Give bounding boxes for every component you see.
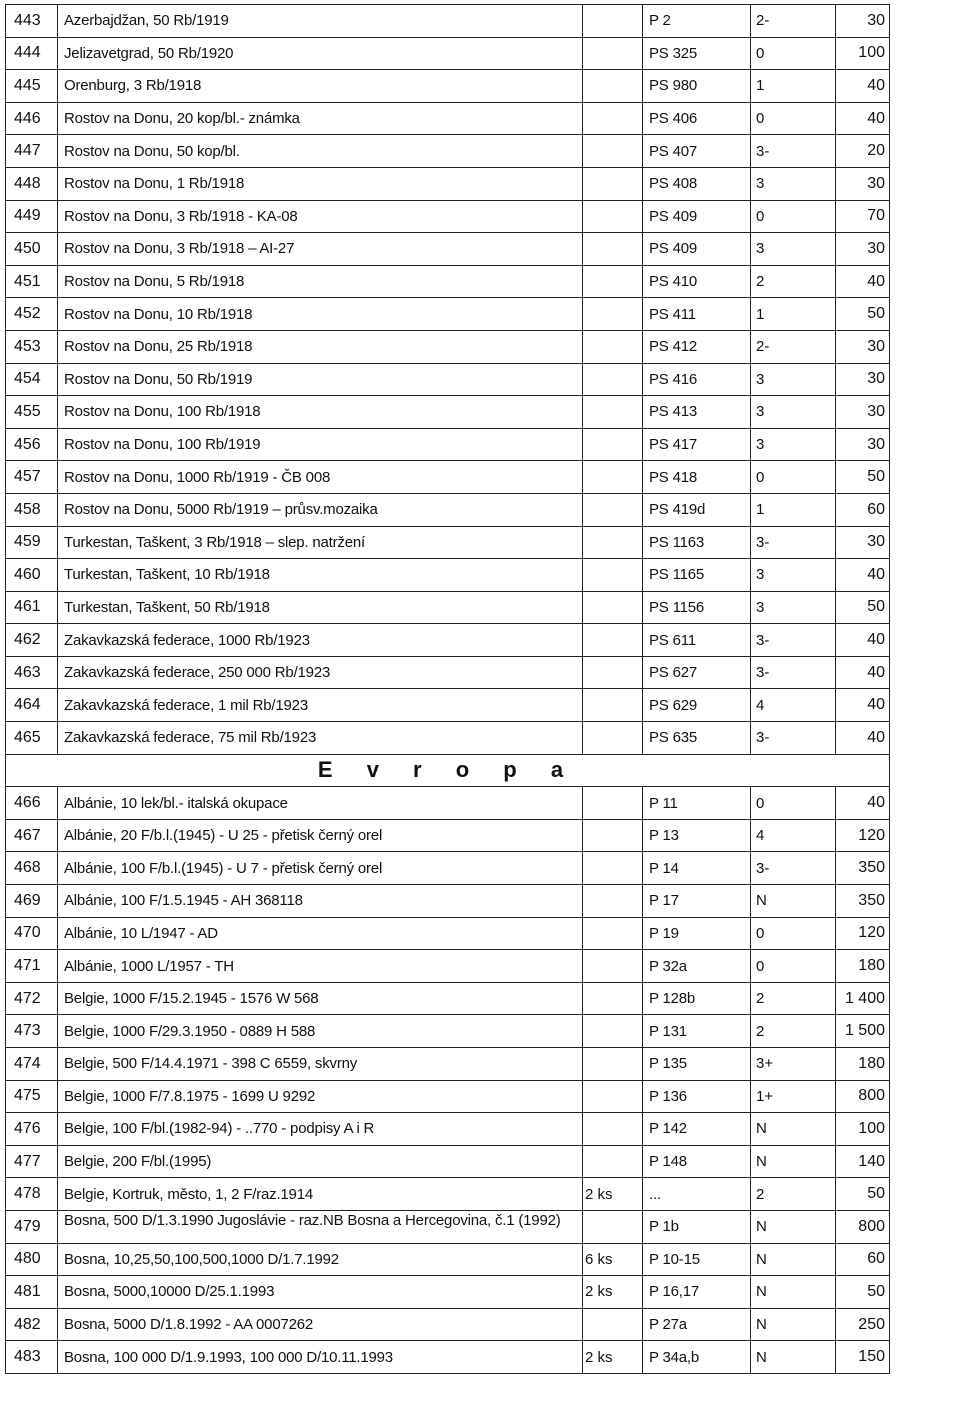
item-quantity bbox=[583, 591, 643, 624]
item-price: 30 bbox=[836, 428, 890, 461]
condition-grade: 3- bbox=[751, 656, 836, 689]
table-body-asia bbox=[6, 5, 890, 755]
item-quantity: 2 ks bbox=[583, 1276, 643, 1309]
item-price: 40 bbox=[836, 722, 890, 755]
item-description: Zakavkazská federace, 1000 Rb/1923 bbox=[58, 624, 583, 657]
table-row bbox=[6, 1276, 890, 1309]
condition-grade: 1+ bbox=[751, 1080, 836, 1113]
item-description: Bosna, 5000,10000 D/25.1.1993 bbox=[58, 1276, 583, 1309]
catalog-number: ... bbox=[643, 1178, 751, 1211]
section-row-group bbox=[6, 754, 890, 787]
lot-number: 468 bbox=[6, 852, 58, 885]
catalog-number: PS 1163 bbox=[643, 526, 751, 559]
item-quantity bbox=[583, 493, 643, 526]
catalog-number: P 131 bbox=[643, 1015, 751, 1048]
catalog-number: PS 611 bbox=[643, 624, 751, 657]
condition-grade: 0 bbox=[751, 950, 836, 983]
item-description: Turkestan, Taškent, 3 Rb/1918 – slep. natržení bbox=[58, 526, 583, 559]
item-quantity bbox=[583, 363, 643, 396]
lot-number: 460 bbox=[6, 559, 58, 592]
table-row bbox=[6, 819, 890, 852]
table-row bbox=[6, 852, 890, 885]
item-description: Bosna, 10,25,50,100,500,1000 D/1.7.1992 bbox=[58, 1243, 583, 1276]
lot-number: 481 bbox=[6, 1276, 58, 1309]
table-row bbox=[6, 70, 890, 103]
item-quantity bbox=[583, 1145, 643, 1178]
item-price: 120 bbox=[836, 819, 890, 852]
table-row bbox=[6, 526, 890, 559]
item-price: 40 bbox=[836, 624, 890, 657]
catalog-number: P 10-15 bbox=[643, 1243, 751, 1276]
catalog-number: PS 635 bbox=[643, 722, 751, 755]
item-quantity bbox=[583, 200, 643, 233]
condition-grade: 0 bbox=[751, 787, 836, 820]
catalog-number: PS 419d bbox=[643, 493, 751, 526]
table-row bbox=[6, 1145, 890, 1178]
item-price: 40 bbox=[836, 787, 890, 820]
catalog-number: P 16,17 bbox=[643, 1276, 751, 1309]
lot-number: 443 bbox=[6, 5, 58, 38]
table-row bbox=[6, 493, 890, 526]
item-price: 50 bbox=[836, 1178, 890, 1211]
item-quantity bbox=[583, 950, 643, 983]
condition-grade: 2- bbox=[751, 330, 836, 363]
item-quantity bbox=[583, 428, 643, 461]
catalog-number: P 27a bbox=[643, 1308, 751, 1341]
table-row bbox=[6, 559, 890, 592]
catalog-number: PS 417 bbox=[643, 428, 751, 461]
table-row bbox=[6, 428, 890, 461]
lot-number: 477 bbox=[6, 1145, 58, 1178]
lot-number: 473 bbox=[6, 1015, 58, 1048]
item-description: Zakavkazská federace, 1 mil Rb/1923 bbox=[58, 689, 583, 722]
table-row bbox=[6, 1113, 890, 1146]
item-price: 30 bbox=[836, 526, 890, 559]
catalog-number: PS 406 bbox=[643, 102, 751, 135]
table-row bbox=[6, 200, 890, 233]
condition-grade: 3+ bbox=[751, 1048, 836, 1081]
item-description: Albánie, 100 F/b.l.(1945) - U 7 - přetisk černý orel bbox=[58, 852, 583, 885]
table-row bbox=[6, 461, 890, 494]
condition-grade: 0 bbox=[751, 461, 836, 494]
condition-grade: 0 bbox=[751, 37, 836, 70]
catalog-number: P 13 bbox=[643, 819, 751, 852]
table-row bbox=[6, 689, 890, 722]
item-price: 30 bbox=[836, 233, 890, 266]
lot-number: 446 bbox=[6, 102, 58, 135]
condition-grade: 4 bbox=[751, 819, 836, 852]
lot-number: 476 bbox=[6, 1113, 58, 1146]
item-description: Turkestan, Taškent, 10 Rb/1918 bbox=[58, 559, 583, 592]
item-description: Albánie, 10 L/1947 - AD bbox=[58, 917, 583, 950]
item-price: 30 bbox=[836, 363, 890, 396]
table-row bbox=[6, 330, 890, 363]
condition-grade: 2 bbox=[751, 1178, 836, 1211]
item-description: Rostov na Donu, 5000 Rb/1919 – průsv.mozaika bbox=[58, 493, 583, 526]
lot-number: 451 bbox=[6, 265, 58, 298]
table-row bbox=[6, 656, 890, 689]
condition-grade: 1 bbox=[751, 493, 836, 526]
item-description: Belgie, 1000 F/15.2.1945 - 1576 W 568 bbox=[58, 982, 583, 1015]
catalog-number: PS 412 bbox=[643, 330, 751, 363]
table-row bbox=[6, 982, 890, 1015]
item-quantity bbox=[583, 1048, 643, 1081]
item-quantity: 6 ks bbox=[583, 1243, 643, 1276]
catalog-number: PS 980 bbox=[643, 70, 751, 103]
lot-number: 465 bbox=[6, 722, 58, 755]
condition-grade: 3- bbox=[751, 852, 836, 885]
item-quantity bbox=[583, 1308, 643, 1341]
condition-grade: 2 bbox=[751, 265, 836, 298]
catalog-number: PS 627 bbox=[643, 656, 751, 689]
item-description bbox=[58, 1210, 583, 1243]
catalog-number: PS 410 bbox=[643, 265, 751, 298]
lot-number: 445 bbox=[6, 70, 58, 103]
table-row bbox=[6, 37, 890, 70]
condition-grade: 3 bbox=[751, 167, 836, 200]
item-description: Belgie, 100 F/bl.(1982-94) - ..770 - podpisy A i R bbox=[58, 1113, 583, 1146]
item-description: Rostov na Donu, 100 Rb/1919 bbox=[58, 428, 583, 461]
item-description: Rostov na Donu, 1 Rb/1918 bbox=[58, 167, 583, 200]
condition-grade: 3 bbox=[751, 428, 836, 461]
item-price: 40 bbox=[836, 102, 890, 135]
item-price: 40 bbox=[836, 265, 890, 298]
condition-grade: N bbox=[751, 1308, 836, 1341]
catalog-number: P 128b bbox=[643, 982, 751, 1015]
catalog-number: PS 629 bbox=[643, 689, 751, 722]
lot-number: 447 bbox=[6, 135, 58, 168]
table-row bbox=[6, 1048, 890, 1081]
catalog-number: PS 1156 bbox=[643, 591, 751, 624]
catalog-number: PS 418 bbox=[643, 461, 751, 494]
item-price: 70 bbox=[836, 200, 890, 233]
condition-grade: N bbox=[751, 1145, 836, 1178]
item-price: 30 bbox=[836, 167, 890, 200]
lot-number: 464 bbox=[6, 689, 58, 722]
lot-number: 483 bbox=[6, 1341, 58, 1374]
catalog-number: PS 409 bbox=[643, 233, 751, 266]
lot-number: 444 bbox=[6, 37, 58, 70]
item-price: 40 bbox=[836, 689, 890, 722]
item-price: 180 bbox=[836, 950, 890, 983]
lot-number: 467 bbox=[6, 819, 58, 852]
table-row bbox=[6, 298, 890, 331]
catalog-number: PS 416 bbox=[643, 363, 751, 396]
lot-number: 459 bbox=[6, 526, 58, 559]
lot-number: 482 bbox=[6, 1308, 58, 1341]
catalog-number: PS 407 bbox=[643, 135, 751, 168]
lot-number: 475 bbox=[6, 1080, 58, 1113]
item-quantity bbox=[583, 1113, 643, 1146]
item-description: Orenburg, 3 Rb/1918 bbox=[58, 70, 583, 103]
item-price: 40 bbox=[836, 559, 890, 592]
lot-number: 448 bbox=[6, 167, 58, 200]
item-description: Bosna, 5000 D/1.8.1992 - AA 0007262 bbox=[58, 1308, 583, 1341]
lot-number: 452 bbox=[6, 298, 58, 331]
item-quantity bbox=[583, 624, 643, 657]
item-quantity bbox=[583, 526, 643, 559]
table-row bbox=[6, 167, 890, 200]
condition-grade: 0 bbox=[751, 200, 836, 233]
table-row bbox=[6, 591, 890, 624]
catalog-number: P 142 bbox=[643, 1113, 751, 1146]
item-quantity bbox=[583, 396, 643, 429]
item-description: Rostov na Donu, 10 Rb/1918 bbox=[58, 298, 583, 331]
item-quantity bbox=[583, 5, 643, 38]
lot-number: 458 bbox=[6, 493, 58, 526]
item-quantity bbox=[583, 852, 643, 885]
table-row bbox=[6, 1015, 890, 1048]
section-heading: E v r o p a bbox=[6, 754, 890, 787]
table-row bbox=[6, 265, 890, 298]
condition-grade: 3- bbox=[751, 526, 836, 559]
table-row bbox=[6, 722, 890, 755]
catalog-number: P 11 bbox=[643, 787, 751, 820]
item-description: Turkestan, Taškent, 50 Rb/1918 bbox=[58, 591, 583, 624]
item-description: Rostov na Donu, 50 kop/bl. bbox=[58, 135, 583, 168]
condition-grade: 3 bbox=[751, 559, 836, 592]
item-price: 800 bbox=[836, 1210, 890, 1243]
catalog-number: P 32a bbox=[643, 950, 751, 983]
item-price: 50 bbox=[836, 1276, 890, 1309]
item-description: Jelizavetgrad, 50 Rb/1920 bbox=[58, 37, 583, 70]
lot-number: 449 bbox=[6, 200, 58, 233]
table-row bbox=[6, 5, 890, 38]
catalog-number: PS 409 bbox=[643, 200, 751, 233]
item-price: 50 bbox=[836, 591, 890, 624]
condition-grade: N bbox=[751, 1276, 836, 1309]
catalog-number: P 135 bbox=[643, 1048, 751, 1081]
table-row bbox=[6, 363, 890, 396]
condition-grade: 3- bbox=[751, 135, 836, 168]
catalog-number: P 14 bbox=[643, 852, 751, 885]
item-quantity bbox=[583, 1015, 643, 1048]
table-row bbox=[6, 233, 890, 266]
catalog-number: P 148 bbox=[643, 1145, 751, 1178]
item-description: Albánie, 10 lek/bl.- italská okupace bbox=[58, 787, 583, 820]
lot-number: 453 bbox=[6, 330, 58, 363]
table-row bbox=[6, 1243, 890, 1276]
table-row bbox=[6, 1210, 890, 1243]
item-price: 1 400 bbox=[836, 982, 890, 1015]
item-price: 50 bbox=[836, 298, 890, 331]
table-row bbox=[6, 1341, 890, 1374]
item-quantity bbox=[583, 1210, 643, 1243]
item-description: Rostov na Donu, 3 Rb/1918 - KA-08 bbox=[58, 200, 583, 233]
item-description: Rostov na Donu, 100 Rb/1918 bbox=[58, 396, 583, 429]
item-price: 60 bbox=[836, 1243, 890, 1276]
item-quantity bbox=[583, 885, 643, 918]
item-price: 100 bbox=[836, 37, 890, 70]
table-row bbox=[6, 1178, 890, 1211]
catalog-number: PS 1165 bbox=[643, 559, 751, 592]
item-quantity bbox=[583, 265, 643, 298]
item-quantity bbox=[583, 656, 643, 689]
item-price: 350 bbox=[836, 885, 890, 918]
condition-grade: 2 bbox=[751, 1015, 836, 1048]
item-price: 140 bbox=[836, 1145, 890, 1178]
table-body-europe bbox=[6, 787, 890, 1374]
catalog-number: P 34a,b bbox=[643, 1341, 751, 1374]
item-description: Rostov na Donu, 1000 Rb/1919 - ČB 008 bbox=[58, 461, 583, 494]
item-price: 350 bbox=[836, 852, 890, 885]
lot-number: 456 bbox=[6, 428, 58, 461]
item-quantity bbox=[583, 135, 643, 168]
condition-grade: 3 bbox=[751, 396, 836, 429]
item-description: Rostov na Donu, 20 kop/bl.- známka bbox=[58, 102, 583, 135]
item-quantity bbox=[583, 102, 643, 135]
lot-number: 450 bbox=[6, 233, 58, 266]
catalog-number: PS 325 bbox=[643, 37, 751, 70]
condition-grade: 2- bbox=[751, 5, 836, 38]
condition-grade: 3- bbox=[751, 722, 836, 755]
lot-number: 471 bbox=[6, 950, 58, 983]
condition-grade: 4 bbox=[751, 689, 836, 722]
condition-grade: 2 bbox=[751, 982, 836, 1015]
catalog-number: PS 413 bbox=[643, 396, 751, 429]
item-description: Albánie, 1000 L/1957 - TH bbox=[58, 950, 583, 983]
table-row bbox=[6, 885, 890, 918]
item-quantity bbox=[583, 689, 643, 722]
item-price: 30 bbox=[836, 5, 890, 38]
condition-grade: 1 bbox=[751, 70, 836, 103]
item-quantity bbox=[583, 330, 643, 363]
item-description: Belgie, 1000 F/7.8.1975 - 1699 U 9292 bbox=[58, 1080, 583, 1113]
lot-number: 474 bbox=[6, 1048, 58, 1081]
table-row bbox=[6, 917, 890, 950]
item-description: Albánie, 100 F/1.5.1945 - AH 368118 bbox=[58, 885, 583, 918]
item-description: Rostov na Donu, 3 Rb/1918 – AI-27 bbox=[58, 233, 583, 266]
item-description: Belgie, Kortruk, město, 1, 2 F/raz.1914 bbox=[58, 1178, 583, 1211]
item-quantity bbox=[583, 819, 643, 852]
table-row bbox=[6, 102, 890, 135]
lot-number: 455 bbox=[6, 396, 58, 429]
item-description: Zakavkazská federace, 250 000 Rb/1923 bbox=[58, 656, 583, 689]
item-price: 50 bbox=[836, 461, 890, 494]
condition-grade: N bbox=[751, 1113, 836, 1146]
item-price: 180 bbox=[836, 1048, 890, 1081]
item-description: Rostov na Donu, 5 Rb/1918 bbox=[58, 265, 583, 298]
item-price: 1 500 bbox=[836, 1015, 890, 1048]
item-quantity bbox=[583, 787, 643, 820]
item-description: Azerbajdžan, 50 Rb/1919 bbox=[58, 5, 583, 38]
item-price: 40 bbox=[836, 70, 890, 103]
table-row bbox=[6, 396, 890, 429]
item-price: 60 bbox=[836, 493, 890, 526]
item-quantity bbox=[583, 37, 643, 70]
item-price: 40 bbox=[836, 656, 890, 689]
item-quantity bbox=[583, 461, 643, 494]
item-description: Albánie, 20 F/b.l.(1945) - U 25 - přetisk černý orel bbox=[58, 819, 583, 852]
lot-number: 480 bbox=[6, 1243, 58, 1276]
lot-number: 472 bbox=[6, 982, 58, 1015]
table-row bbox=[6, 1308, 890, 1341]
item-description: Belgie, 500 F/14.4.1971 - 398 C 6559, skvrny bbox=[58, 1048, 583, 1081]
condition-grade: N bbox=[751, 1341, 836, 1374]
item-price: 250 bbox=[836, 1308, 890, 1341]
condition-grade: 0 bbox=[751, 102, 836, 135]
condition-grade: 1 bbox=[751, 298, 836, 331]
catalog-number: P 136 bbox=[643, 1080, 751, 1113]
item-quantity bbox=[583, 559, 643, 592]
lot-number: 469 bbox=[6, 885, 58, 918]
lot-number: 463 bbox=[6, 656, 58, 689]
item-description-text: Bosna, 500 D/1.3.1990 Jugoslávie - raz.NB Bosna a Hercegovina, č.1 (1992) bbox=[64, 1212, 561, 1229]
condition-grade: 0 bbox=[751, 917, 836, 950]
condition-grade: N bbox=[751, 1243, 836, 1276]
item-quantity bbox=[583, 917, 643, 950]
condition-grade: N bbox=[751, 885, 836, 918]
section-row bbox=[6, 754, 890, 787]
condition-grade: N bbox=[751, 1210, 836, 1243]
condition-grade: 3 bbox=[751, 233, 836, 266]
lot-number: 461 bbox=[6, 591, 58, 624]
catalog-number: P 2 bbox=[643, 5, 751, 38]
item-description: Bosna, 100 000 D/1.9.1993, 100 000 D/10.11.1993 bbox=[58, 1341, 583, 1374]
item-quantity: 2 ks bbox=[583, 1178, 643, 1211]
catalog-table bbox=[5, 4, 890, 1374]
catalog-number: P 17 bbox=[643, 885, 751, 918]
condition-grade: 3 bbox=[751, 363, 836, 396]
item-price: 30 bbox=[836, 396, 890, 429]
lot-number: 454 bbox=[6, 363, 58, 396]
item-quantity bbox=[583, 70, 643, 103]
item-quantity: 2 ks bbox=[583, 1341, 643, 1374]
item-description: Zakavkazská federace, 75 mil Rb/1923 bbox=[58, 722, 583, 755]
table-row bbox=[6, 787, 890, 820]
catalog-number: PS 411 bbox=[643, 298, 751, 331]
lot-number: 478 bbox=[6, 1178, 58, 1211]
lot-number: 457 bbox=[6, 461, 58, 494]
item-quantity bbox=[583, 1080, 643, 1113]
item-quantity bbox=[583, 982, 643, 1015]
item-quantity bbox=[583, 298, 643, 331]
condition-grade: 3 bbox=[751, 591, 836, 624]
lot-number: 479 bbox=[6, 1210, 58, 1243]
catalog-number: PS 408 bbox=[643, 167, 751, 200]
table-row bbox=[6, 1080, 890, 1113]
item-price: 120 bbox=[836, 917, 890, 950]
item-quantity bbox=[583, 722, 643, 755]
item-price: 20 bbox=[836, 135, 890, 168]
table-row bbox=[6, 624, 890, 657]
item-description: Rostov na Donu, 25 Rb/1918 bbox=[58, 330, 583, 363]
item-quantity bbox=[583, 233, 643, 266]
item-price: 30 bbox=[836, 330, 890, 363]
lot-number: 466 bbox=[6, 787, 58, 820]
catalog-number: P 1b bbox=[643, 1210, 751, 1243]
table-row bbox=[6, 135, 890, 168]
item-description: Belgie, 1000 F/29.3.1950 - 0889 H 588 bbox=[58, 1015, 583, 1048]
table-row bbox=[6, 950, 890, 983]
item-price: 100 bbox=[836, 1113, 890, 1146]
item-quantity bbox=[583, 167, 643, 200]
item-price: 150 bbox=[836, 1341, 890, 1374]
item-description: Belgie, 200 F/bl.(1995) bbox=[58, 1145, 583, 1178]
item-price: 800 bbox=[836, 1080, 890, 1113]
condition-grade: 3- bbox=[751, 624, 836, 657]
catalog-number: P 19 bbox=[643, 917, 751, 950]
lot-number: 470 bbox=[6, 917, 58, 950]
item-description: Rostov na Donu, 50 Rb/1919 bbox=[58, 363, 583, 396]
lot-number: 462 bbox=[6, 624, 58, 657]
